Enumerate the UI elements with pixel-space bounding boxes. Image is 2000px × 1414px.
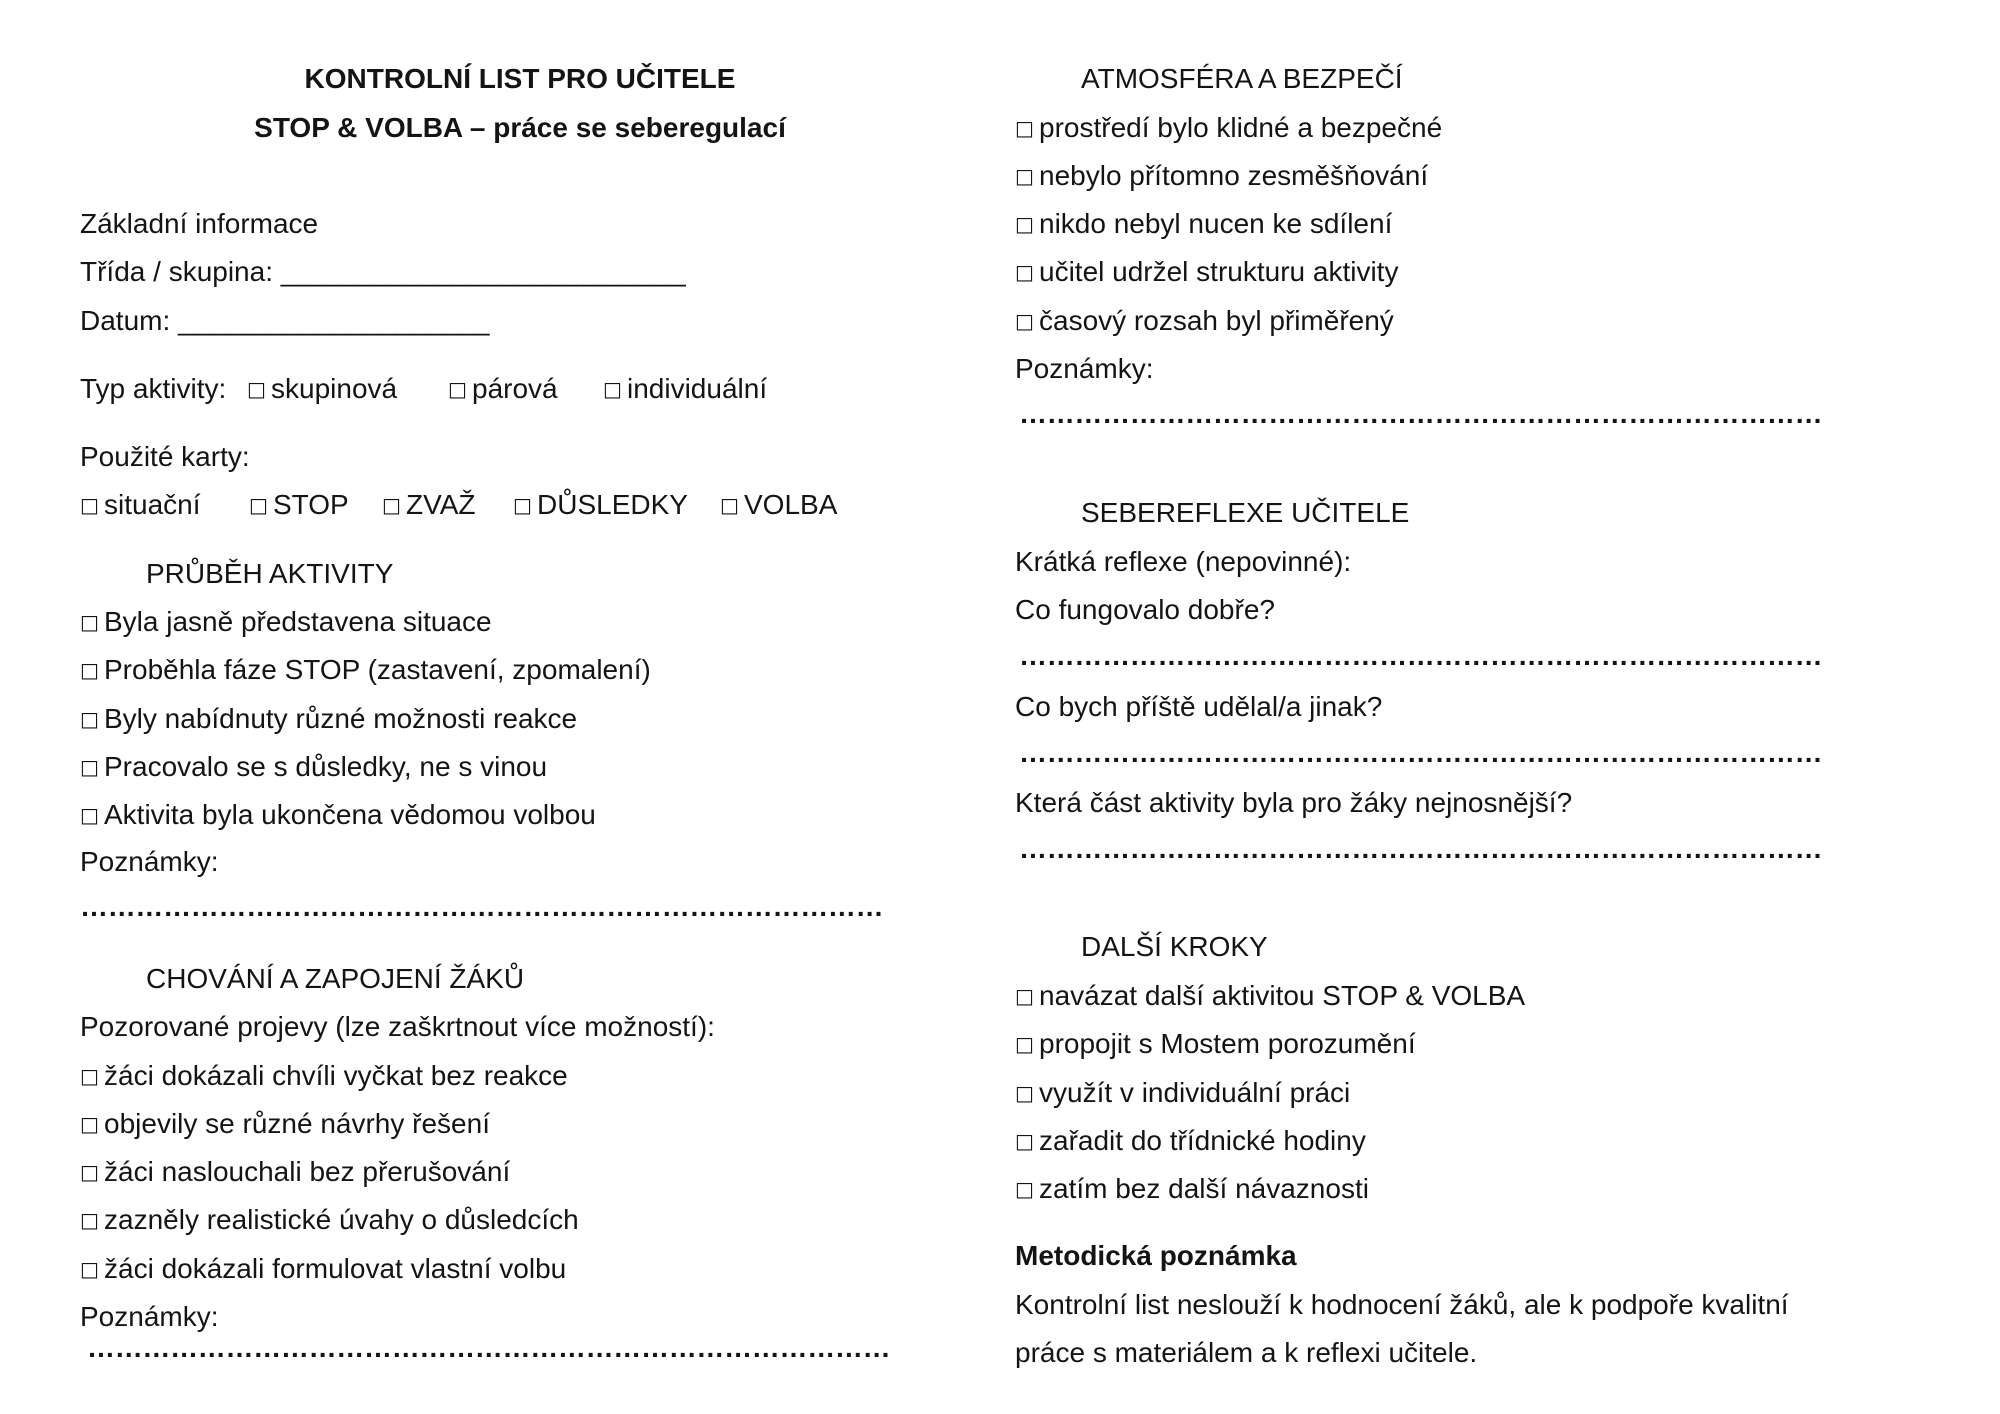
checklist-item[interactable] [1015, 304, 1394, 338]
checkbox-icon[interactable]: □ [1015, 309, 1034, 333]
checkbox-icon[interactable]: □ [80, 1160, 99, 1184]
notes-label: Poznámky: [1015, 353, 1154, 384]
date-label: Datum: [80, 305, 179, 336]
cards-row [80, 488, 980, 522]
checkbox-icon[interactable]: □ [1015, 1129, 1034, 1153]
option-label: DŮSLEDKY [537, 489, 688, 520]
answer-dotted-line[interactable]: …………………………………………………………………………… [1019, 737, 1823, 768]
checklist-item[interactable] [1015, 1124, 1366, 1158]
activity-type-option[interactable] [448, 372, 558, 406]
item-label: žáci dokázali formulovat vlastní volbu [104, 1253, 567, 1284]
item-label: objevily se různé návrhy řešení [104, 1108, 490, 1139]
item-label: nebylo přítomno zesměšňování [1039, 160, 1429, 191]
checkbox-icon[interactable]: □ [80, 658, 99, 682]
item-label: Byla jasně představena situace [104, 606, 492, 637]
reflection-question: Co fungovalo dobře? [1015, 594, 1275, 625]
reflection-question: Která část aktivity byla pro žáky nejnosnější? [1015, 787, 1573, 818]
option-label: STOP [273, 489, 349, 520]
checkbox-icon[interactable]: □ [1015, 1177, 1034, 1201]
checkbox-icon[interactable]: □ [80, 1208, 99, 1232]
checklist-item[interactable] [1015, 1172, 1369, 1206]
checkbox-icon[interactable]: □ [80, 803, 99, 827]
reflection-question: Co bych příště udělal/a jinak? [1015, 691, 1383, 722]
method-note-heading: Metodická poznámka [1015, 1240, 1297, 1271]
atmosphere-heading: ATMOSFÉRA A BEZPEČÍ [1081, 63, 1403, 94]
checkbox-icon[interactable]: □ [80, 493, 99, 517]
progress-heading: PRŮBĚH AKTIVITY [146, 558, 394, 589]
item-label: žáci dokázali chvíli vyčkat bez reakce [104, 1060, 568, 1091]
self-reflection-heading: SEBEREFLEXE UČITELE [1081, 497, 1410, 528]
checkbox-icon[interactable]: □ [513, 493, 532, 517]
card-option[interactable] [720, 488, 837, 522]
item-label: navázat další aktivitou STOP & VOLBA [1039, 980, 1526, 1011]
card-option[interactable] [513, 488, 688, 522]
checkbox-icon[interactable]: □ [80, 1112, 99, 1136]
item-label: propojit s Mostem porozumění [1039, 1028, 1416, 1059]
checklist-item[interactable] [1015, 111, 1442, 145]
checklist-item[interactable] [1015, 159, 1428, 193]
checklist-item[interactable] [80, 750, 547, 784]
notes-dotted-line[interactable]: …………………………………………………………………………… [87, 1332, 891, 1363]
method-note-text: Kontrolní list neslouží k hodnocení žáků, ale k podpoře kvalitní [1015, 1289, 1789, 1320]
checkbox-icon[interactable]: □ [1015, 260, 1034, 284]
behavior-intro: Pozorované projevy (lze zaškrtnout více možností): [80, 1011, 715, 1042]
activity-type-option[interactable] [247, 372, 397, 406]
option-label: VOLBA [744, 489, 838, 520]
checkbox-icon[interactable]: □ [1015, 116, 1034, 140]
checklist-item[interactable] [1015, 1076, 1350, 1110]
option-label: párová [472, 373, 558, 404]
checklist-item[interactable] [80, 702, 577, 736]
notes-label: Poznámky: [80, 1301, 219, 1332]
item-label: Proběhla fáze STOP (zastavení, zpomalení) [104, 654, 651, 685]
checklist-item[interactable] [80, 798, 596, 832]
checklist-item[interactable] [80, 605, 492, 639]
page-title: KONTROLNÍ LIST PRO UČITELE [304, 63, 736, 94]
checklist-item[interactable] [1015, 255, 1398, 289]
activity-type-label: Typ aktivity: [80, 373, 227, 404]
checklist-item[interactable] [80, 1203, 579, 1237]
option-label: skupinová [271, 373, 398, 404]
checkbox-icon[interactable]: □ [80, 755, 99, 779]
checkbox-icon[interactable]: □ [1015, 212, 1034, 236]
checkbox-icon[interactable]: □ [249, 493, 268, 517]
checkbox-icon[interactable]: □ [603, 377, 622, 401]
notes-dotted-line[interactable]: …………………………………………………………………………… [80, 891, 884, 922]
activity-type-row [80, 372, 980, 406]
checkbox-icon[interactable]: □ [1015, 1032, 1034, 1056]
card-option[interactable] [382, 488, 475, 522]
item-label: prostředí bylo klidné a bezpečné [1039, 112, 1443, 143]
answer-dotted-line[interactable]: …………………………………………………………………………… [1019, 640, 1823, 671]
checklist-item[interactable] [1015, 979, 1525, 1013]
self-reflection-intro: Krátká reflexe (nepovinné): [1015, 546, 1352, 577]
item-label: nikdo nebyl nucen ke sdílení [1039, 208, 1393, 239]
checkbox-icon[interactable]: □ [1015, 164, 1034, 188]
checkbox-icon[interactable]: □ [720, 493, 739, 517]
option-label: ZVAŽ [406, 489, 476, 520]
checklist-item[interactable] [80, 1252, 566, 1286]
checkbox-icon[interactable]: □ [80, 1064, 99, 1088]
notes-dotted-line[interactable]: …………………………………………………………………………… [1019, 398, 1823, 429]
item-label: žáci naslouchali bez přerušování [104, 1156, 511, 1187]
class-input-line[interactable]: __________________________ [280, 256, 686, 287]
item-label: učitel udržel strukturu aktivity [1039, 256, 1399, 287]
answer-dotted-line[interactable]: …………………………………………………………………………… [1019, 833, 1823, 864]
notes-label: Poznámky: [80, 846, 219, 877]
checkbox-icon[interactable]: □ [247, 377, 266, 401]
page-subtitle: STOP & VOLBA – práce se seberegulací [254, 112, 786, 143]
checkbox-icon[interactable]: □ [448, 377, 467, 401]
checkbox-icon[interactable]: □ [80, 707, 99, 731]
date-field [80, 304, 490, 338]
item-label: zařadit do třídnické hodiny [1039, 1125, 1366, 1156]
item-label: Byly nabídnuty různé možnosti reakce [104, 703, 578, 734]
item-label: časový rozsah byl přiměřený [1039, 305, 1394, 336]
checkbox-icon[interactable]: □ [1015, 984, 1034, 1008]
checklist-item[interactable] [1015, 207, 1392, 241]
cards-label: Použité karty: [80, 441, 250, 472]
class-label: Třída / skupina: [80, 256, 281, 287]
card-option[interactable] [249, 488, 349, 522]
item-label: Aktivita byla ukončena vědomou volbou [104, 799, 596, 830]
item-label: zazněly realistické úvahy o důsledcích [104, 1204, 579, 1235]
option-label: individuální [627, 373, 768, 404]
date-input-line[interactable]: ____________________ [178, 305, 490, 336]
checkbox-icon[interactable]: □ [80, 1257, 99, 1281]
checkbox-icon[interactable]: □ [80, 610, 99, 634]
item-label: využít v individuální práci [1039, 1077, 1351, 1108]
behavior-heading: CHOVÁNÍ A ZAPOJENÍ ŽÁKŮ [146, 963, 525, 994]
method-note-text: práce s materiálem a k reflexi učitele. [1015, 1337, 1478, 1368]
checklist-item[interactable] [80, 653, 651, 687]
next-steps-heading: DALŠÍ KROKY [1081, 931, 1268, 962]
checkbox-icon[interactable]: □ [382, 493, 401, 517]
activity-type-option[interactable] [603, 372, 767, 406]
checklist-item[interactable] [80, 1155, 510, 1189]
checklist-item[interactable] [1015, 1027, 1416, 1061]
checklist-item[interactable] [80, 1059, 568, 1093]
class-field [80, 255, 686, 289]
item-label: Pracovalo se s důsledky, ne s vinou [104, 751, 548, 782]
checklist-item[interactable] [80, 1107, 490, 1141]
option-label: situační [104, 489, 201, 520]
basic-info-heading: Základní informace [80, 208, 319, 239]
card-option[interactable] [80, 488, 201, 522]
item-label: zatím bez další návaznosti [1039, 1173, 1369, 1204]
checkbox-icon[interactable]: □ [1015, 1081, 1034, 1105]
